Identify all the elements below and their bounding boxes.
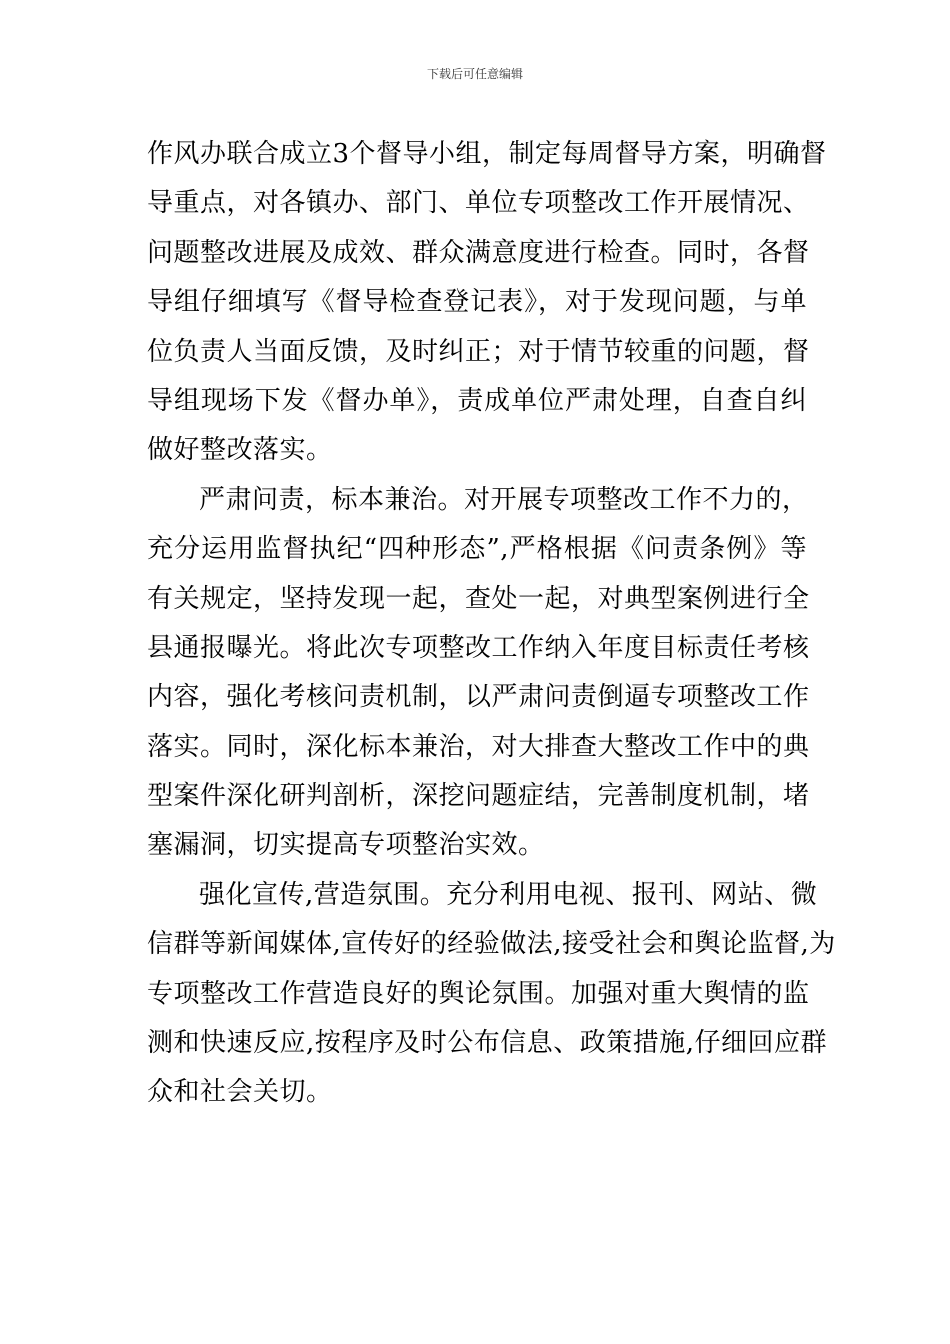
text-line: 落实。同时，深化标本兼治，对大排查大整改工作中的典: [147, 731, 810, 762]
text-line: 县通报曝光。将此次专项整改工作纳入年度目标责任考核: [147, 632, 810, 663]
text-line: 有关规定，坚持发现一起，查处一起，对典型案例进行全: [147, 583, 810, 614]
text-line: 专项整改工作营造良好的舆论氛围。加强对重大舆情的监: [147, 978, 810, 1009]
text-line: 导重点，对各镇办、部门、单位专项整改工作开展情况、: [147, 188, 810, 219]
page-header-note: 下载后可任意编辑: [426, 67, 523, 81]
text-line: 严肃问责，标本兼治。对开展专项整改工作不力的，: [199, 484, 809, 515]
text-line: 位负责人当面反馈，及时纠正；对于情节较重的问题，督: [147, 336, 810, 367]
document-body: [147, 130, 836, 1118]
text-line: 信群等新闻媒体,宣传好的经验做法,接受社会和舆论监督,为: [147, 929, 836, 960]
text-line: 作风办联合成立3个督导小组，制定每周督导方案，明确督: [147, 139, 827, 169]
text-line: 导组仔细填写《督导检查登记表》，对于发现问题，与单: [147, 287, 807, 318]
text-line: 型案件深化研判剖析，深挖问题症结，完善制度机制，堵: [147, 781, 810, 812]
text-line: 塞漏洞，切实提高专项整治实效。: [147, 830, 545, 861]
text-line: 内容，强化考核问责机制，以严肃问责倒逼专项整改工作: [147, 682, 810, 713]
text-line: 导组现场下发《督办单》，责成单位严肃处理，自查自纠: [147, 385, 807, 416]
text-line: 充分运用监督执纪“四种形态”,严格根据《问责条例》等: [147, 534, 807, 565]
paragraph-2: [147, 476, 810, 871]
text-line: 众和社会关切。: [147, 1077, 333, 1108]
text-line: 强化宣传,营造氛围。充分利用电视、报刊、网站、微: [199, 879, 818, 910]
paragraph-3: [147, 871, 836, 1118]
paragraph-1: [147, 130, 827, 476]
text-line: 做好整改落实。: [147, 435, 333, 466]
text-line: 问题整改进展及成效、群众满意度进行检查。同时，各督: [147, 237, 810, 268]
text-line: 测和快速反应,按程序及时公布信息、政策措施,仔细回应群: [147, 1028, 828, 1059]
